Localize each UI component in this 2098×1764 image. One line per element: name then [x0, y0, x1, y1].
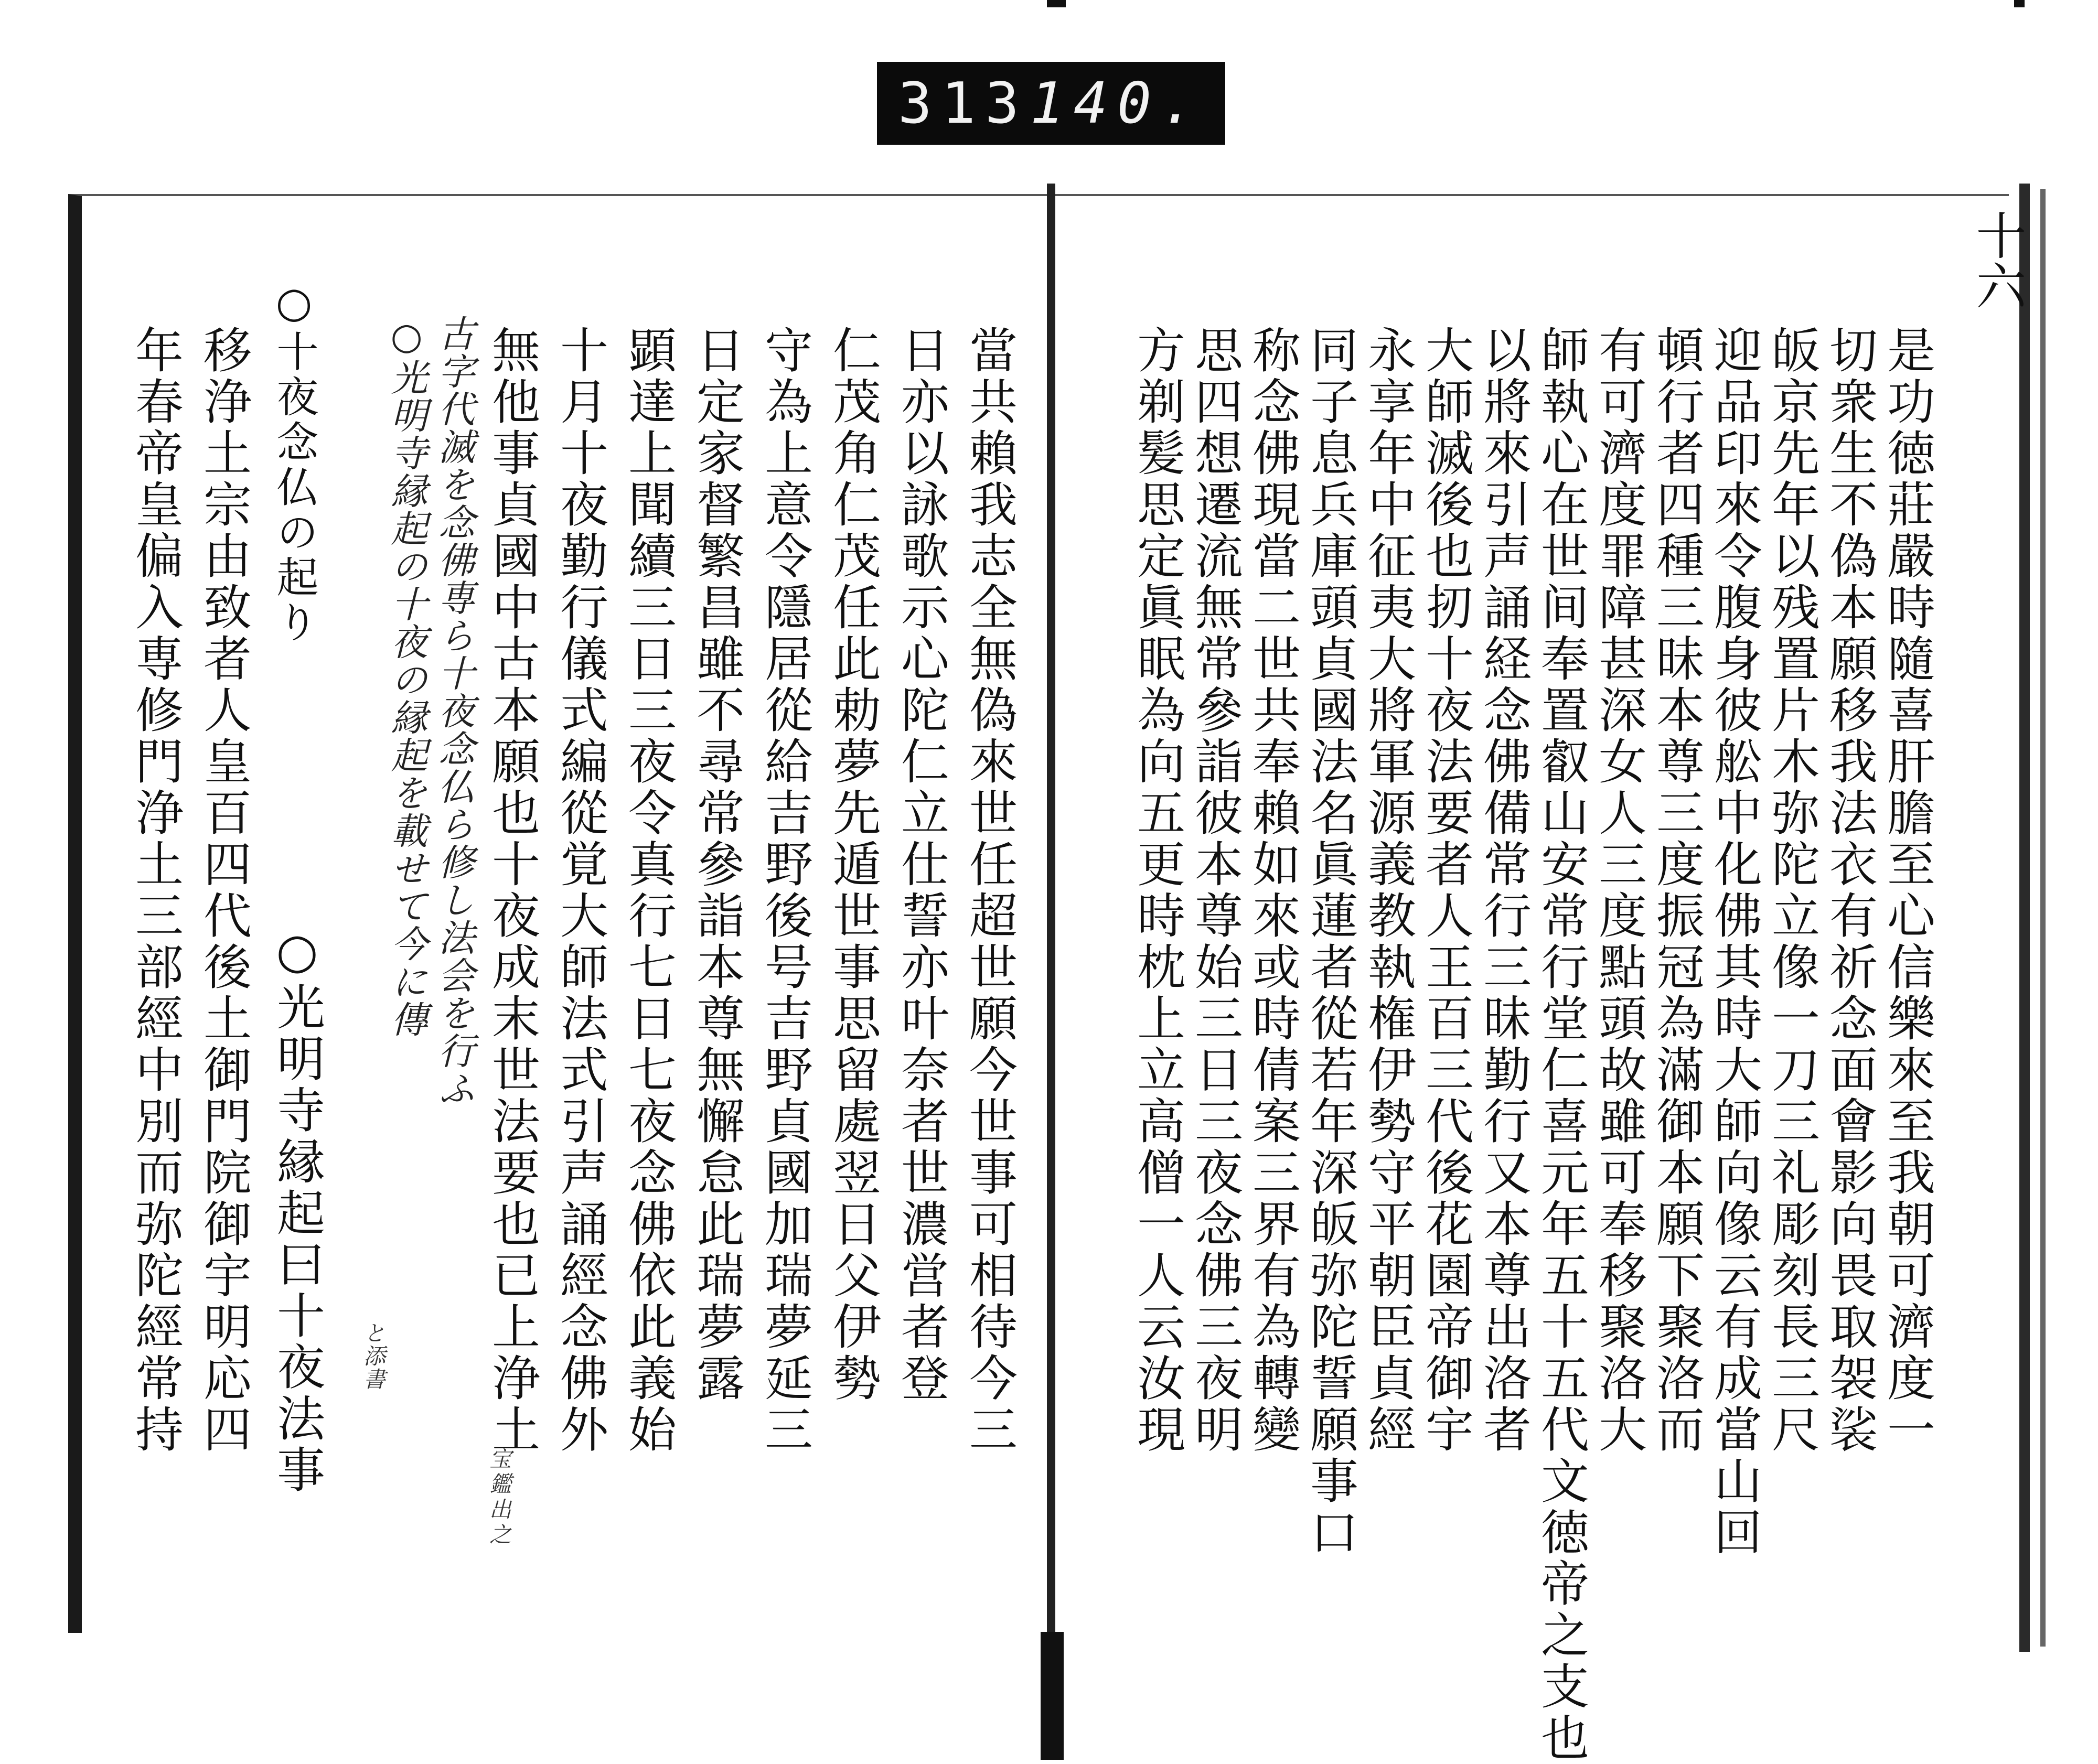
text-column: 切衆生不偽本願移我法衣有祈念面會影向畏取袈裟 [1822, 325, 1878, 1456]
top-tick-mark [2014, 0, 2025, 7]
text-column: 仁茂角仁茂任此勅夢先遁世事思留處翌日父伊勢 [825, 325, 881, 1404]
text-column: 十月十夜勤行儀式編從覚大師法式引声誦經念佛外 [552, 325, 608, 1456]
text-column: 大師滅後也扨十夜法要者人王百三代後花園帝御宇 [1418, 325, 1474, 1456]
text-column: 思四想遷流無常參詣彼本尊始三日三夜念佛三夜明 [1187, 325, 1243, 1456]
page-edge [2019, 184, 2030, 1652]
text-column: 顕達上聞續三日三夜令真行七日七夜念佛依此義始 [620, 325, 677, 1456]
source-note: 宝鑑出之 [486, 1447, 512, 1548]
text-column: 有可濟度罪障甚深女人三度點頭故雖可奉移聚洛大 [1591, 325, 1647, 1456]
page-number: 十六 [1968, 210, 2027, 310]
text-column: 永享年中征夷大將軍源義教執権伊勢守平朝臣貞經 [1360, 325, 1416, 1456]
text-column: 頓行者四種三昧本尊三度振冠為滿御本願下聚洛而 [1649, 325, 1705, 1456]
text-column: 称念佛現當二世共奉賴如來或時倩案三界有為轉變 [1245, 325, 1301, 1456]
text-column: 日亦以詠歌示心陀仁立仕誓亦叶奈者世濃営者登 [893, 325, 949, 1404]
reel-number: 313 [898, 70, 1029, 136]
text-column: 移浄土宗由致者人皇百四代後土御門院御宇明応四 [196, 325, 252, 1456]
gutter-clip [1041, 1632, 1064, 1760]
handwritten-column: ○光明寺縁起の十夜の縁起を載せて今に傳 [385, 315, 428, 1038]
page-edge [2040, 189, 2046, 1647]
text-column: 守為上意令隱居從給吉野後号吉野貞國加瑞夢延三 [757, 325, 813, 1456]
text-column: 日定家督繁昌雖不尋常參詣本尊無懈怠此瑞夢露 [689, 325, 745, 1404]
text-column: 以將來引声誦経念佛備常行三昧勤行又本尊出洛者 [1475, 325, 1532, 1456]
text-column: 師執心在世间奉置叡山安常行堂仁喜元年五十五代文徳帝之支也 [1533, 325, 1589, 1764]
text-column: 是功徳莊嚴時隨喜肝膽至心信樂來至我朝可濟度一 [1879, 325, 1935, 1456]
section-heading: ○十夜念仏の起り [270, 278, 318, 646]
handwritten-note: と添書 [360, 1321, 386, 1391]
text-column: ○光明寺縁起曰十夜法事 [269, 923, 325, 1496]
text-column: 迎品印來令腹身彼舩中化佛其時大師向像云有成當山回 [1706, 325, 1762, 1558]
handwritten-column: 古字代滅を念佛専ら十夜念仏ら修し法会を行ふ [432, 315, 475, 1107]
book-gutter [1047, 184, 1055, 1647]
top-tick-mark [1047, 0, 1066, 7]
frame-number: 140. [1030, 70, 1204, 136]
text-column: 年春帝皇偏入専修門浄土三部經中別而弥陀經常持 [127, 325, 184, 1456]
text-column: 皈京先年以残置片木弥陀立像一刀三礼彫刻長三尺 [1764, 325, 1820, 1456]
text-column: 無他事貞國中古本願也十夜成末世法要也已上浄土 [484, 325, 540, 1456]
text-column: 當共賴我志全無偽來世任超世願今世事可相待今三 [961, 325, 1018, 1456]
microfilm-frame-number [877, 62, 1225, 145]
text-column: 方剃髪思定眞眠為向五更時枕上立高僧一人云汝現 [1129, 325, 1185, 1456]
text-column: 同子息兵庫頭貞國法名眞蓮者從若年深皈弥陀誓願事口 [1302, 325, 1358, 1558]
